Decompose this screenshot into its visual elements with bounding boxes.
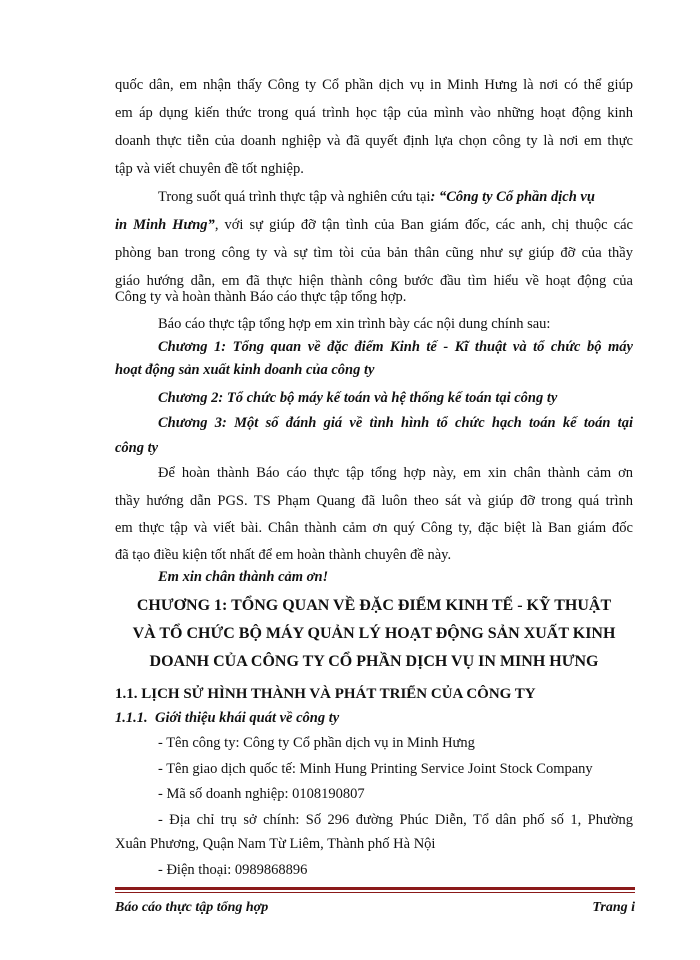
paragraph-line: đã tạo điều kiện tốt nhất để em hoàn thành chuyên đề này. xyxy=(115,547,452,563)
thanks-line: Em xin chân thành cảm ơn! xyxy=(158,569,329,585)
paragraph-line: doanh thực tiễn của doanh nghiệp và đã quyết định lựa chọn công ty là nơi em thực xyxy=(115,133,633,149)
info-address-cont: Xuân Phương, Quận Nam Từ Liêm, Thành phố Hà Nội xyxy=(115,836,436,852)
paragraph-line: Báo cáo thực tập tổng hợp em xin trình bày các nội dung chính sau: xyxy=(158,316,551,332)
page-number: Trang i xyxy=(592,900,635,915)
paragraph-text: Trong suốt quá trình thực tập và nghiên cứu tại xyxy=(158,189,431,205)
paragraph-line: tập và viết chuyên đề tốt nghiệp. xyxy=(115,161,304,177)
paragraph-line: em thực tập và viết bài. Chân thành cảm ơn quý Công ty, đặc biệt là Ban giám đốc xyxy=(115,520,633,536)
section-title: 1.1. LỊCH SỬ HÌNH THÀNH VÀ PHÁT TRIỂN CỦA CÔNG TY xyxy=(115,686,536,702)
chapter-1-item-cont: hoạt động sản xuất kinh doanh của công ty xyxy=(115,362,375,378)
chapter-3-item: Chương 3: Một số đánh giá về tình hình tổ chức hạch toán kế toán tại xyxy=(158,415,633,431)
subsection-text: Giới thiệu khái quát về công ty xyxy=(155,710,340,726)
footer-title: Báo cáo thực tập tổng hợp xyxy=(115,900,269,915)
info-trade-name: - Tên giao dịch quốc tế: Minh Hung Printing Service Joint Stock Company xyxy=(158,761,593,777)
paragraph-line: Để hoàn thành Báo cáo thực tập tổng hợp này, em xin chân thành cảm ơn xyxy=(158,465,633,481)
footer-rule xyxy=(115,887,635,890)
paragraph-line: phòng ban trong công ty và sự tìm tòi của bản thân cũng như sự giúp đỡ của thầy xyxy=(115,245,633,261)
chapter-1-item: Chương 1: Tổng quan về đặc điểm Kinh tế - Kĩ thuật và tổ chức bộ máy xyxy=(158,339,633,355)
paragraph-line: quốc dân, em nhận thấy Công ty Cổ phần dịch vụ in Minh Hưng là nơi có thể giúp xyxy=(115,77,633,93)
paragraph-line xyxy=(158,187,633,207)
footer-rule-thin xyxy=(115,892,635,893)
chapter-2-item: Chương 2: Tổ chức bộ máy kế toán và hệ thống kế toán tại công ty xyxy=(158,390,558,406)
paragraph-line: thầy hướng dẫn PGS. TS Phạm Quang đã luôn theo sát và giúp đỡ trong quá trình xyxy=(115,493,633,509)
info-company-name: - Tên công ty: Công ty Cổ phần dịch vụ in Minh Hưng xyxy=(158,735,475,751)
paragraph-text: , với sự giúp đỡ tận tình của Ban giám đốc, các anh, chị thuộc các xyxy=(214,217,633,233)
company-name-emphasis: in Minh Hưng” xyxy=(115,217,215,233)
info-address: - Địa chỉ trụ sở chính: Số 296 đường Phúc Diễn, Tổ dân phố số 1, Phường xyxy=(158,812,633,828)
company-name-emphasis: : “Công ty Cổ phần dịch vụ xyxy=(430,189,595,205)
info-phone: - Điện thoại: 0989868896 xyxy=(158,862,308,878)
paragraph-line: em áp dụng kiến thức trong quá trình học tập của mình vào những hoạt động kinh xyxy=(115,105,633,121)
paragraph-line: giáo hướng dẫn, em đã thực hiện thành công bước đầu tìm hiểu về hoạt động của xyxy=(115,273,633,289)
chapter-title-line: DOANH CỦA CÔNG TY CỔ PHẦN DỊCH VỤ IN MINH HƯNG xyxy=(149,653,599,670)
paragraph-line xyxy=(115,215,633,235)
info-tax-code: - Mã số doanh nghiệp: 0108190807 xyxy=(158,786,365,802)
paragraph-line: Công ty và hoàn thành Báo cáo thực tập tổng hợp. xyxy=(115,289,407,305)
subsection-title xyxy=(115,708,633,728)
chapter-title-line: VÀ TỔ CHỨC BỘ MÁY QUẢN LÝ HOẠT ĐỘNG SẢN XUẤT KINH xyxy=(132,625,616,642)
chapter-3-item-cont: công ty xyxy=(115,440,159,456)
chapter-title-line: CHƯƠNG 1: TỔNG QUAN VỀ ĐẶC ĐIỂM KINH TẾ - KỸ THUẬT xyxy=(136,597,612,614)
subsection-number: 1.1.1. xyxy=(115,710,148,726)
